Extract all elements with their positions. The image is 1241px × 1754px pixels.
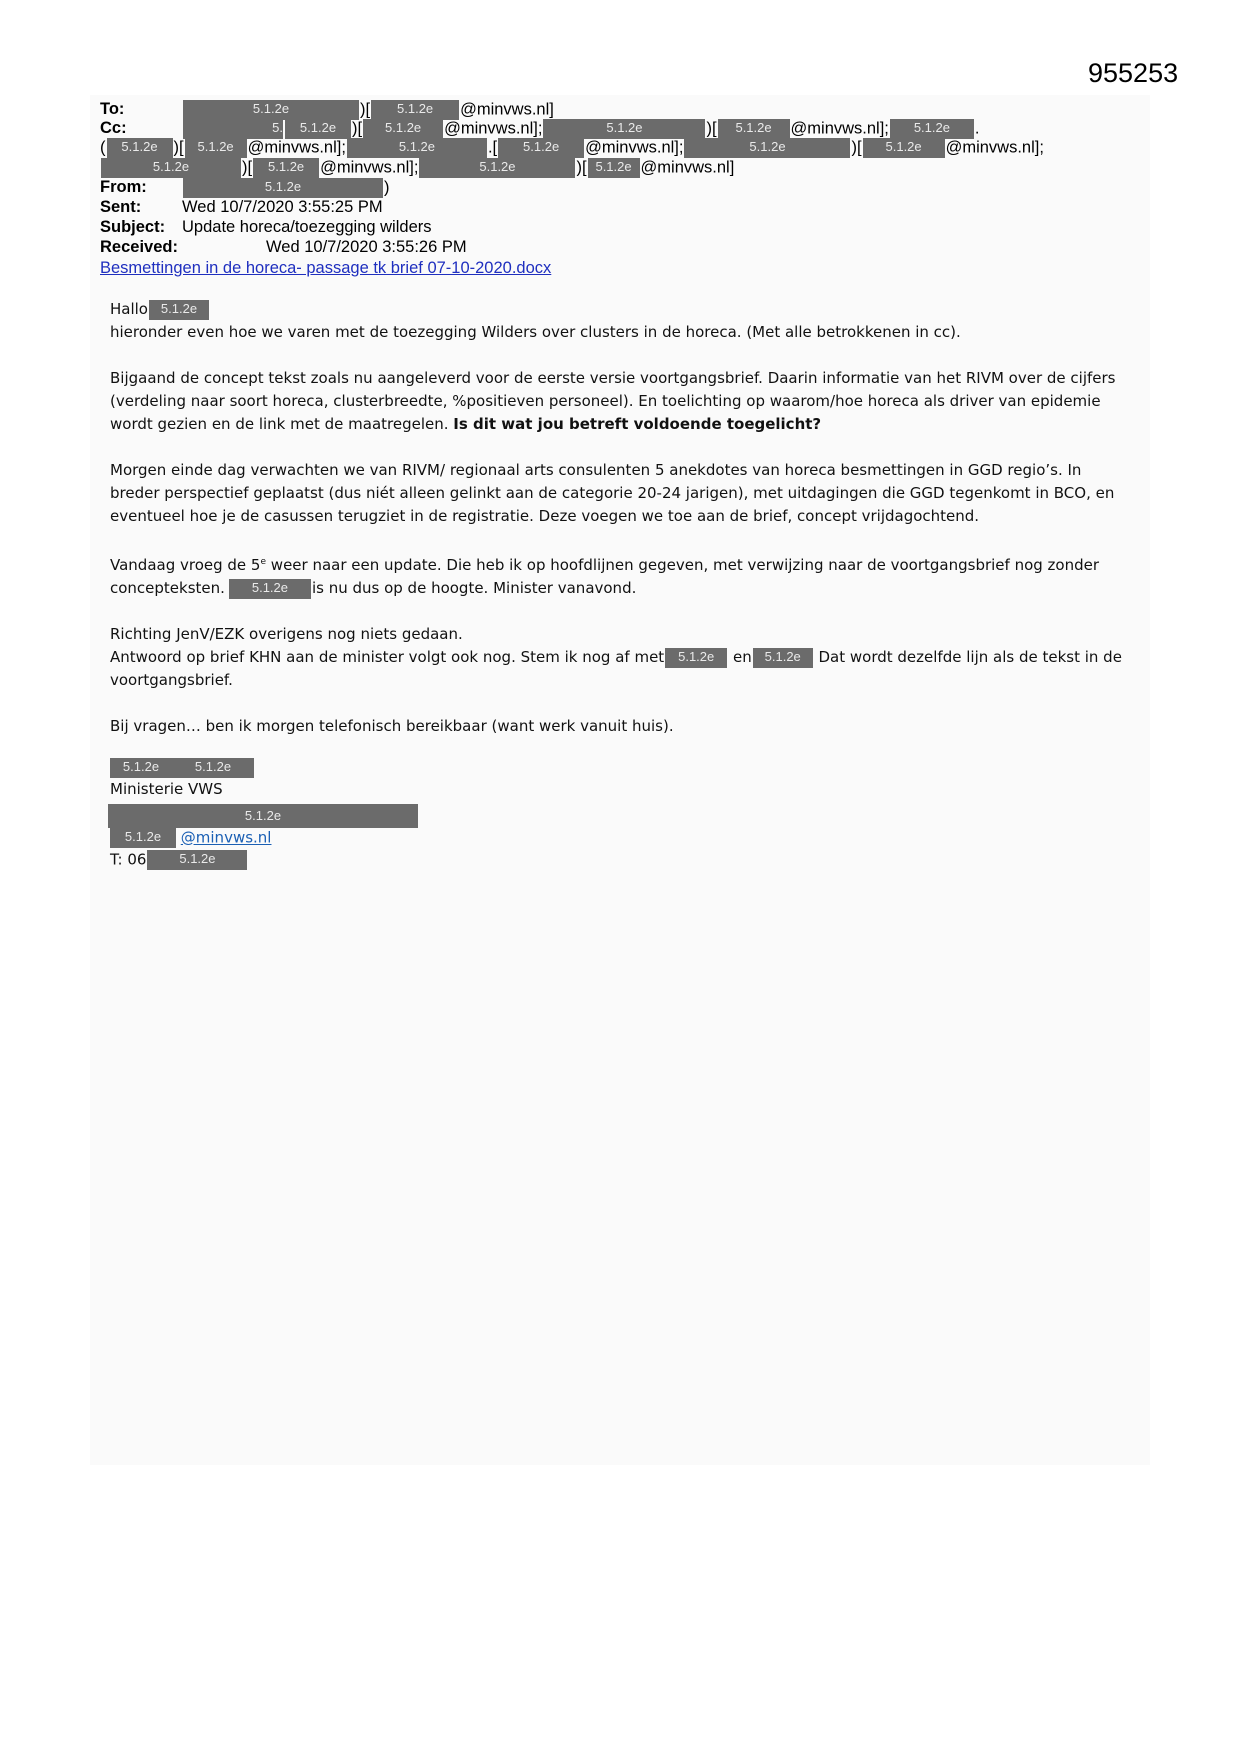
separator: . — [974, 119, 980, 138]
redaction: 5.1.2e — [229, 579, 311, 599]
paragraph-5-en: en — [732, 648, 752, 666]
redaction: 5.1.2e — [543, 119, 705, 139]
received-value: Wed 10/7/2020 3:55:26 PM — [266, 238, 467, 256]
attachment-link[interactable]: Besmettingen in de horeca- passage tk brief 07-10-2020.docx — [100, 259, 552, 277]
redaction: 5.1.2e — [588, 158, 640, 178]
email-domain: @minvws.nl]; — [247, 138, 346, 157]
redaction: 5. — [183, 119, 283, 139]
from-label: From: — [100, 178, 147, 196]
signature-name — [110, 758, 254, 778]
redaction: 5.1.2e — [371, 100, 459, 120]
paragraph-5 — [110, 623, 1130, 692]
paragraph-4-text-c: is nu dus op de hoogte. Minister vanavond. — [311, 579, 637, 597]
email-link[interactable]: @minvws.nl — [180, 828, 272, 847]
redaction: 5.1.2e — [185, 138, 247, 158]
superscript-e: e — [260, 557, 267, 567]
redaction: 5.1.2e — [107, 138, 173, 158]
paragraph-1: hieronder even hoe we varen met de toezegging Wilders over clusters in de horeca. (Met alle betrokkenen in cc). — [110, 323, 961, 341]
email-domain: @minvws.nl]; — [585, 138, 684, 157]
redaction: 5.1.2e — [147, 850, 247, 870]
received-label: Received: — [100, 238, 178, 256]
separator: ) — [384, 178, 390, 197]
paragraph-5-text-a: Richting JenV/EZK overigens nog niets gedaan. — [110, 625, 463, 643]
redaction: 5.1.2e — [498, 138, 584, 158]
email-domain: @minvws.nl]; — [790, 119, 889, 138]
subject-label: Subject: — [100, 218, 166, 236]
greeting: Hallo — [110, 300, 148, 318]
paragraph-2 — [110, 367, 1130, 436]
redaction: 5.1.2e — [285, 119, 351, 139]
redaction: 5.1.2e — [665, 648, 727, 668]
redaction: 5.1.2e — [110, 758, 172, 778]
signature-email — [110, 828, 271, 848]
sent-value: Wed 10/7/2020 3:55:25 PM — [182, 198, 383, 216]
redaction: 5.1.2e — [890, 119, 974, 139]
redaction: 5.1.2e — [347, 138, 487, 158]
redaction: 5.1.2e — [753, 648, 813, 668]
redaction: 5.1.2e — [863, 138, 945, 158]
separator: )[ — [851, 138, 862, 157]
email-domain: @minvws.nl] — [640, 158, 735, 177]
redaction: 5.1.2e — [253, 158, 319, 178]
document-number: 955253 — [1088, 58, 1179, 88]
subject-value: Update horeca/toezegging wilders — [182, 218, 432, 236]
separator: )[ — [352, 119, 363, 138]
email-domain: @minvws.nl]; — [444, 119, 543, 138]
separator: )[ — [242, 158, 253, 177]
separator: .[ — [487, 138, 498, 157]
paragraph-6: Bij vragen… ben ik morgen telefonisch bereikbaar (want werk vanuit huis). — [110, 717, 674, 735]
redaction: 5.1.2e — [101, 158, 241, 178]
phone-prefix: T: 06 — [110, 850, 147, 869]
signature-org: Ministerie VWS — [110, 780, 223, 798]
redaction: 5.1.2e — [684, 138, 850, 158]
email-domain: @minvws.nl]; — [320, 158, 419, 177]
paragraph-2-question: Is dit wat jou betreft voldoende toegelicht? — [453, 415, 822, 433]
redaction: 5.1.2e — [172, 758, 254, 778]
separator: )[ — [173, 138, 184, 157]
signature-title — [108, 804, 418, 828]
paragraph-4-text-a: Vandaag vroeg de 5 — [110, 556, 261, 574]
separator: )[ — [360, 100, 371, 119]
to-label: To: — [100, 100, 125, 118]
redaction: 5.1.2e — [183, 178, 383, 198]
paragraph-4 — [110, 551, 1130, 600]
redaction: 5.1.2e — [419, 158, 575, 178]
cc-label: Cc: — [100, 119, 127, 137]
redaction: 5.1.2e — [108, 804, 418, 828]
separator: )[ — [706, 119, 717, 138]
redaction: 5.1.2e — [718, 119, 790, 139]
paragraph-3: Morgen einde dag verwachten we van RIVM/ regionaal arts consulenten 5 anekdotes van horeca besmettingen in GGD regio’s. In breder perspectief geplaatst (dus niét alleen gelinkt aan de categorie 20-24 jarigen), met uitdagingen die GGD tegenkomt in BCO, en eventueel hoe je de casussen terugziet in de registratie. Deze voegen we toe aan de brief, concept vrijdagochtend. — [110, 461, 1115, 525]
separator: ( — [100, 138, 106, 157]
signature-phone — [110, 850, 248, 870]
paragraph-5-text-c: Dat wordt dezelfde lijn als de tekst in de voortgangsbrief. — [110, 648, 1122, 689]
redaction: 5.1.2e — [183, 100, 359, 120]
sent-label: Sent: — [100, 198, 142, 216]
greeting-line — [110, 298, 1130, 321]
redaction: 5.1.2e — [110, 828, 176, 848]
paragraph-4-text-b: weer naar een update. Die heb ik op hoofdlijnen gegeven, met verwijzing naar de voortgangsbrief nog zonder concepteksten. — [110, 556, 1100, 597]
separator: )[ — [576, 158, 587, 177]
email-domain: @minvws.nl] — [460, 100, 554, 119]
email-body — [110, 298, 1130, 761]
redaction: 5.1.2e — [149, 300, 209, 320]
paragraph-2-text: Bijgaand de concept tekst zoals nu aangeleverd voor de eerste versie voortgangsbrief. Daarin informatie van het RIVM over de cijfers (verdeling naar soort horeca, clusterbreedte, %positieven personeel). En toelichting op waarom/hoe horeca als driver van epidemie wordt gezien en de link met de maatregelen. — [110, 369, 1116, 433]
paragraph-5-text-b: Antwoord op brief KHN aan de minister volgt ook nog. Stem ik nog af met — [110, 648, 665, 666]
redaction: 5.1.2e — [363, 119, 443, 139]
email-domain: @minvws.nl]; — [945, 138, 1044, 157]
